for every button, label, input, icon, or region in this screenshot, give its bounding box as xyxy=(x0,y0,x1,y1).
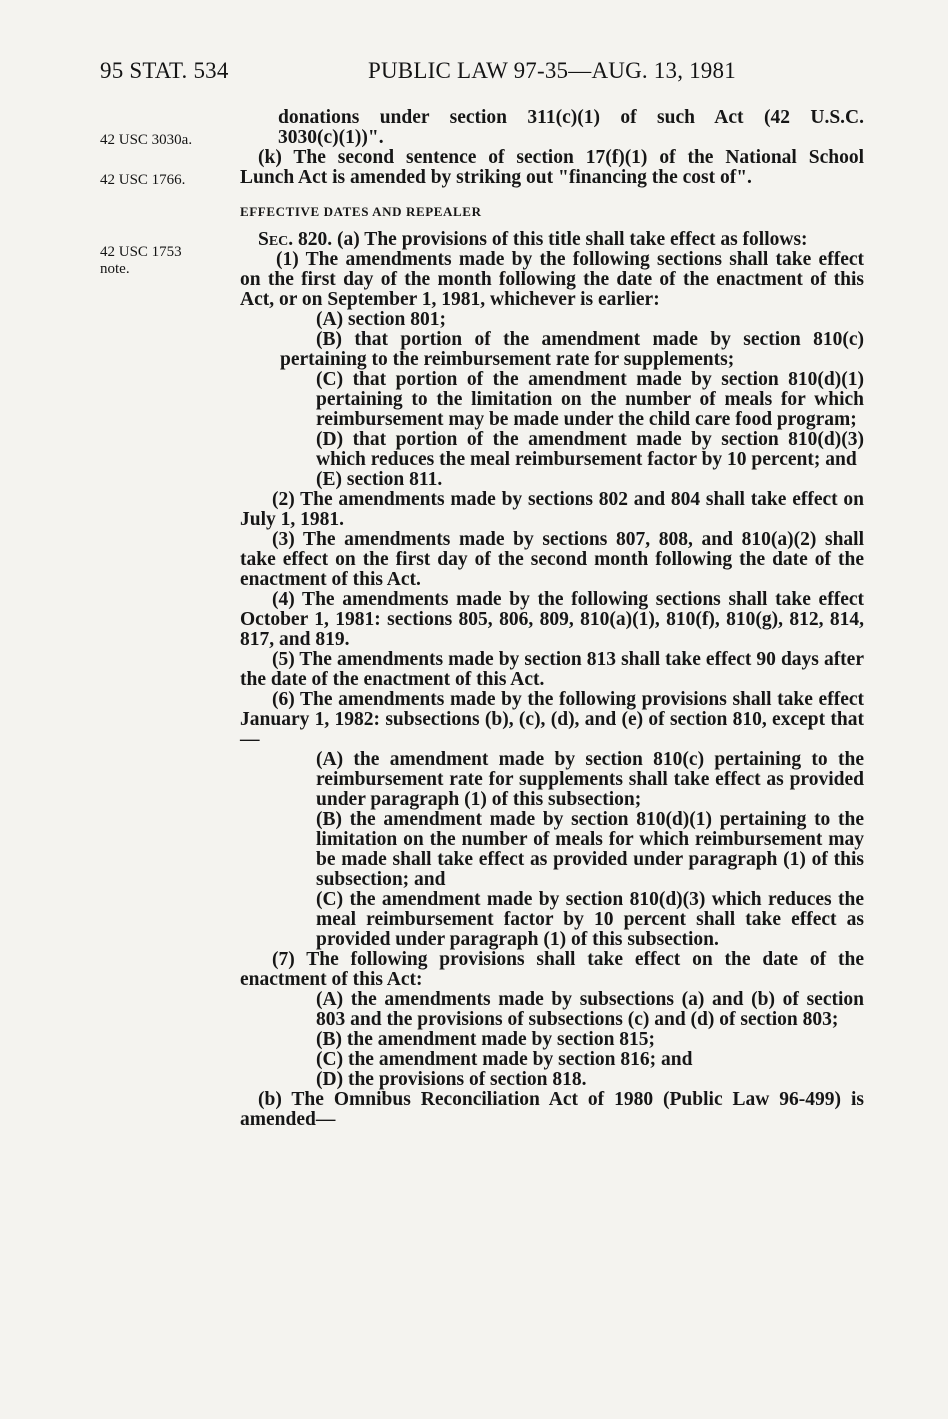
paragraph-1-E: (E) section 811. xyxy=(316,469,443,490)
paragraph-6-C: (C) the amendment made by section 810(d)(3) which reduces the meal reimbursement factor by 10 percent shall take effect as provided under paragraph (1) of this subsection. xyxy=(316,889,864,950)
paragraph-6-A: (A) the amendment made by section 810(c) pertaining to the reimbursement rate for supplements shall take effect as provided under paragraph (1) of this subsection; xyxy=(316,749,864,810)
paragraph-1-C: (C) that portion of the amendment made by section 810(d)(1) pertaining to the limitation on the number of meals for which reimbursement may be made under the child care food program; xyxy=(316,369,864,430)
paragraph-7-A: (A) the amendments made by subsections (a) and (b) of section 803 and the provisions of subsections (c) and (d) of section 803; xyxy=(316,989,864,1030)
running-title: PUBLIC LAW 97-35—AUG. 13, 1981 xyxy=(368,58,736,83)
paragraph-6-B: (B) the amendment made by section 810(d)(1) pertaining to the limitation on the number of meals for which reimbursement may be made shall take effect as provided under paragraph (1) of this subsection; and xyxy=(316,809,864,890)
paragraph-4: (4) The amendments made by the following sections shall take effect October 1, 1981: sections 805, 806, 809, 810(a)(1), 810(f), 810(g), 812, 814, 817, and 819. xyxy=(240,589,864,650)
paragraph-k-line2: Lunch Act is amended by striking out "financing the cost of". xyxy=(240,167,752,188)
paragraph-1-A: (A) section 801; xyxy=(316,309,446,330)
paragraph-j-end-line1: donations under section 311(c)(1) of such Act (42 U.S.C. xyxy=(278,107,864,128)
margin-note-3030a: 42 USC 3030a. xyxy=(100,132,193,148)
margin-note-1766: 42 USC 1766. xyxy=(100,172,186,188)
paragraph-2: (2) The amendments made by sections 802 and 804 shall take effect on July 1, 1981. xyxy=(240,489,864,530)
margin-note-note: note. xyxy=(100,261,130,277)
paragraph-1-B: (B) that portion of the amendment made by section 810(c) pertaining to the reimbursement rate for supplements; xyxy=(280,329,864,370)
subsection-b: (b) The Omnibus Reconciliation Act of 1980 (Public Law 96-499) is amended— xyxy=(240,1089,864,1130)
section-label: Sec. xyxy=(258,229,294,250)
stat-page-number: 95 STAT. 534 xyxy=(100,58,229,83)
paragraph-7-D: (D) the provisions of section 818. xyxy=(316,1069,587,1090)
paragraph-7-B: (B) the amendment made by section 815; xyxy=(316,1029,656,1050)
section-heading: EFFECTIVE DATES AND REPEALER xyxy=(240,204,482,219)
section-820-text: 820. (a) The provisions of this title shall take effect as follows: xyxy=(293,229,808,250)
paragraph-3: (3) The amendments made by sections 807, 808, and 810(a)(2) shall take effect on the first day of the second month following the date of the enactment of this Act. xyxy=(240,529,864,590)
margin-note-1753: 42 USC 1753 xyxy=(100,244,182,260)
paragraph-1: (1) The amendments made by the following sections shall take effect on the first day of the month following the date of the enactment of this Act, or on September 1, 1981, whichever is earlier: xyxy=(240,249,864,310)
paragraph-j-end-line2: 3030(c)(1))". xyxy=(278,127,384,148)
statute-text xyxy=(240,108,864,1130)
section-820-intro xyxy=(240,230,864,250)
paragraph-6: (6) The amendments made by the following provisions shall take effect January 1, 1982: subsections (b), (c), (d), and (e) of section 810, except that— xyxy=(240,689,864,750)
paragraph-7-C: (C) the amendment made by section 816; and xyxy=(316,1049,693,1070)
paragraph-5: (5) The amendments made by section 813 shall take effect 90 days after the date of the enactment of this Act. xyxy=(240,649,864,690)
paragraph-k-line1: (k) The second sentence of section 17(f)(1) of the National School xyxy=(258,147,864,168)
paragraph-1-D: (D) that portion of the amendment made by section 810(d)(3) which reduces the meal reimbursement factor by 10 percent; and xyxy=(316,429,864,470)
paragraph-7: (7) The following provisions shall take effect on the date of the enactment of this Act: xyxy=(240,949,864,990)
